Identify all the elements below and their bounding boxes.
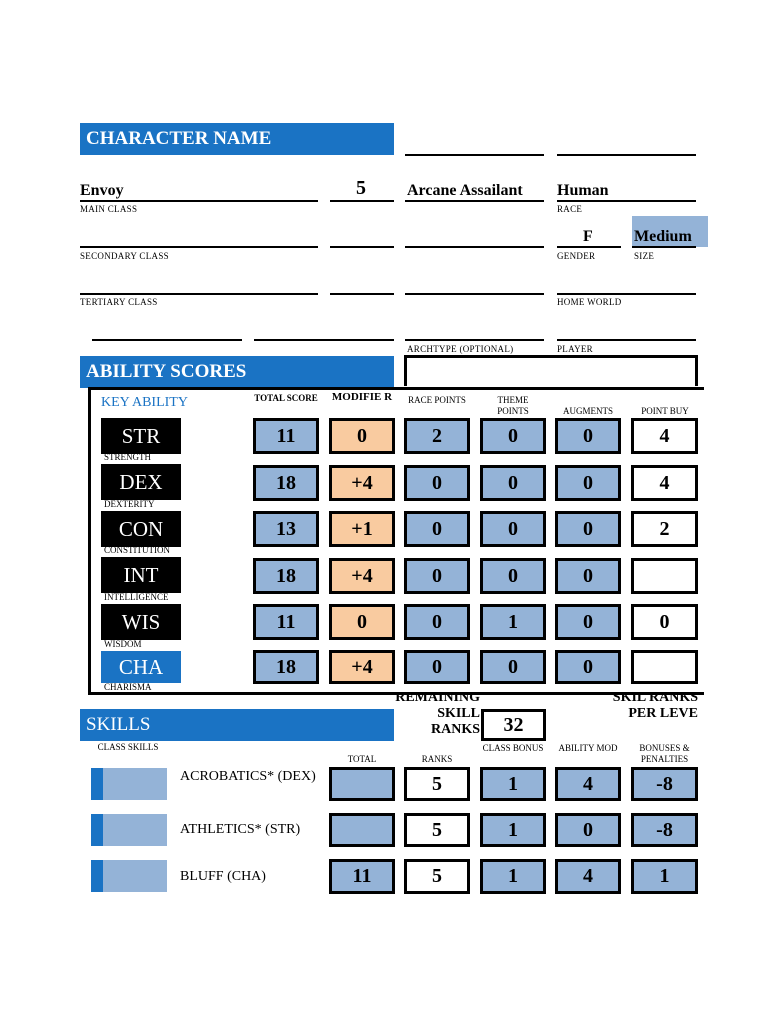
dex-augments[interactable]: 0 xyxy=(555,465,621,501)
col-race-points: RACE POINTS xyxy=(408,395,466,405)
ability-con-badge: CON xyxy=(101,511,181,547)
int-modifier: +4 xyxy=(329,558,395,594)
wis-theme[interactable]: 1 xyxy=(480,604,546,640)
bluff-total: 11 xyxy=(329,859,395,894)
col-ability-mod: ABILITY MOD xyxy=(558,743,618,753)
character-name-field[interactable] xyxy=(405,154,544,156)
main-class-level-line xyxy=(330,200,394,202)
main-class-line xyxy=(80,200,318,202)
character-name-header: CHARACTER NAME xyxy=(80,123,394,155)
cha-point-buy[interactable] xyxy=(631,650,698,684)
col-theme-points: THEME POINTS xyxy=(497,395,529,416)
key-ability-label: KEY ABILITY xyxy=(101,395,188,410)
athletics-class-skill-marker xyxy=(91,814,103,846)
str-augments[interactable]: 0 xyxy=(555,418,621,454)
col-augments: AUGMENTS xyxy=(562,406,613,416)
ability-header-box xyxy=(404,355,698,386)
gender-line xyxy=(557,246,621,248)
int-theme[interactable]: 0 xyxy=(480,558,546,594)
int-augments[interactable]: 0 xyxy=(555,558,621,594)
gender-value[interactable]: F xyxy=(583,228,593,245)
cha-theme[interactable]: 0 xyxy=(480,650,546,684)
int-race[interactable]: 0 xyxy=(404,558,470,594)
tertiary-class-line[interactable] xyxy=(80,293,318,295)
str-theme[interactable]: 0 xyxy=(480,418,546,454)
athletics-bonuses[interactable]: -8 xyxy=(631,813,698,847)
int-point-buy[interactable] xyxy=(631,558,698,594)
bluff-class-skill-box[interactable] xyxy=(103,860,167,892)
skills-header: SKILLS xyxy=(80,709,394,741)
con-theme[interactable]: 0 xyxy=(480,511,546,547)
size-line xyxy=(632,246,696,248)
character-name-field-2[interactable] xyxy=(557,154,696,156)
ability-int-name: INTELLIGENCE xyxy=(104,592,169,602)
remaining-skill-ranks-label: REMAINING SKILL RANKS xyxy=(395,690,480,737)
col-bonuses-penalties: BONUSES & PENALTIES xyxy=(639,743,690,764)
int-total: 18 xyxy=(253,558,319,594)
gender-label: GENDER xyxy=(557,251,596,261)
col-class-bonus: CLASS BONUS xyxy=(482,743,544,753)
secondary-extra-line[interactable] xyxy=(405,246,544,248)
con-point-buy[interactable]: 2 xyxy=(631,511,698,547)
col-skill-total: TOTAL xyxy=(347,754,377,764)
con-augments[interactable]: 0 xyxy=(555,511,621,547)
archtype-label: ARCHTYPE (OPTIONAL) xyxy=(407,344,514,354)
bluff-ability-mod: 4 xyxy=(555,859,621,894)
main-class-level[interactable]: 5 xyxy=(356,177,366,199)
bluff-class-bonus: 1 xyxy=(480,859,546,894)
home-world-line[interactable] xyxy=(557,293,696,295)
acrobatics-bonuses[interactable]: -8 xyxy=(631,767,698,801)
size-label: SIZE xyxy=(634,251,655,261)
athletics-ranks[interactable]: 5 xyxy=(404,813,470,847)
wis-point-buy[interactable]: 0 xyxy=(631,604,698,640)
cha-total: 18 xyxy=(253,650,319,684)
athletics-name: ATHLETICS* (STR) xyxy=(180,822,301,837)
theme-line xyxy=(405,200,544,202)
dex-theme[interactable]: 0 xyxy=(480,465,546,501)
acrobatics-class-skill-marker xyxy=(91,768,103,800)
ability-dex-badge: DEX xyxy=(101,464,181,500)
player-label: PLAYER xyxy=(557,344,593,354)
secondary-class-level-line[interactable] xyxy=(330,246,394,248)
str-point-buy[interactable]: 4 xyxy=(631,418,698,454)
bluff-name: BLUFF (CHA) xyxy=(180,869,266,884)
wis-augments[interactable]: 0 xyxy=(555,604,621,640)
theme-value[interactable]: Arcane Assailant xyxy=(407,182,523,199)
col-total-score: TOTAL SCORE xyxy=(254,393,318,403)
cha-modifier: +4 xyxy=(329,650,395,684)
con-modifier: +1 xyxy=(329,511,395,547)
wis-total: 11 xyxy=(253,604,319,640)
str-modifier: 0 xyxy=(329,418,395,454)
wis-race[interactable]: 0 xyxy=(404,604,470,640)
archtype-line[interactable] xyxy=(405,339,544,341)
con-total: 13 xyxy=(253,511,319,547)
str-total: 11 xyxy=(253,418,319,454)
extra-line-2[interactable] xyxy=(254,339,394,341)
skill-ranks-per-level-label: SKIL RANKS PER LEVE xyxy=(612,690,698,721)
acrobatics-ranks[interactable]: 5 xyxy=(404,767,470,801)
cha-race[interactable]: 0 xyxy=(404,650,470,684)
wis-modifier: 0 xyxy=(329,604,395,640)
bluff-bonuses[interactable]: 1 xyxy=(631,859,698,894)
athletics-ability-mod: 0 xyxy=(555,813,621,847)
size-value[interactable]: Medium xyxy=(634,228,692,245)
ability-cha-badge: CHA xyxy=(101,651,181,683)
race-value[interactable]: Human xyxy=(557,182,609,199)
secondary-class-line[interactable] xyxy=(80,246,318,248)
ability-str-name: STRENGTH xyxy=(104,452,151,462)
col-class-skills: CLASS SKILLS xyxy=(97,742,159,752)
race-line xyxy=(557,200,696,202)
bluff-class-skill-marker xyxy=(91,860,103,892)
col-ranks: RANKS xyxy=(421,754,453,764)
acrobatics-name: ACROBATICS* (DEX) xyxy=(180,769,316,784)
ability-cha-name: CHARISMA xyxy=(104,682,152,692)
acrobatics-total xyxy=(329,767,395,801)
extra-line-1[interactable] xyxy=(92,339,242,341)
col-modifier: MODIFIE R xyxy=(331,391,393,403)
tertiary-class-label: TERTIARY CLASS xyxy=(80,297,158,307)
athletics-total xyxy=(329,813,395,847)
ability-wis-name: WISDOM xyxy=(104,639,142,649)
ability-int-badge: INT xyxy=(101,557,181,593)
acrobatics-class-skill-box[interactable] xyxy=(103,768,167,800)
main-class-value[interactable]: Envoy xyxy=(80,182,124,199)
ability-scores-header: ABILITY SCORES xyxy=(80,356,394,388)
acrobatics-ability-mod: 4 xyxy=(555,767,621,801)
ability-dex-name: DEXTERITY xyxy=(104,499,155,509)
main-class-label: MAIN CLASS xyxy=(80,204,138,214)
race-label: RACE xyxy=(557,204,583,214)
bluff-ranks[interactable]: 5 xyxy=(404,859,470,894)
con-race[interactable]: 0 xyxy=(404,511,470,547)
tertiary-class-level-line[interactable] xyxy=(330,293,394,295)
cha-augments[interactable]: 0 xyxy=(555,650,621,684)
secondary-class-label: SECONDARY CLASS xyxy=(80,251,169,261)
dex-total: 18 xyxy=(253,465,319,501)
ability-str-badge: STR xyxy=(101,418,181,454)
remaining-skill-ranks-value: 32 xyxy=(481,709,546,741)
tertiary-extra-line[interactable] xyxy=(405,293,544,295)
athletics-class-skill-box[interactable] xyxy=(103,814,167,846)
home-world-label: HOME WORLD xyxy=(557,297,622,307)
str-race[interactable]: 2 xyxy=(404,418,470,454)
ability-wis-badge: WIS xyxy=(101,604,181,640)
ability-con-name: CONSTITUTION xyxy=(104,545,170,555)
dex-modifier: +4 xyxy=(329,465,395,501)
dex-race[interactable]: 0 xyxy=(404,465,470,501)
acrobatics-class-bonus: 1 xyxy=(480,767,546,801)
player-line[interactable] xyxy=(557,339,696,341)
dex-point-buy[interactable]: 4 xyxy=(631,465,698,501)
col-point-buy: POINT BUY xyxy=(641,406,689,416)
athletics-class-bonus: 1 xyxy=(480,813,546,847)
